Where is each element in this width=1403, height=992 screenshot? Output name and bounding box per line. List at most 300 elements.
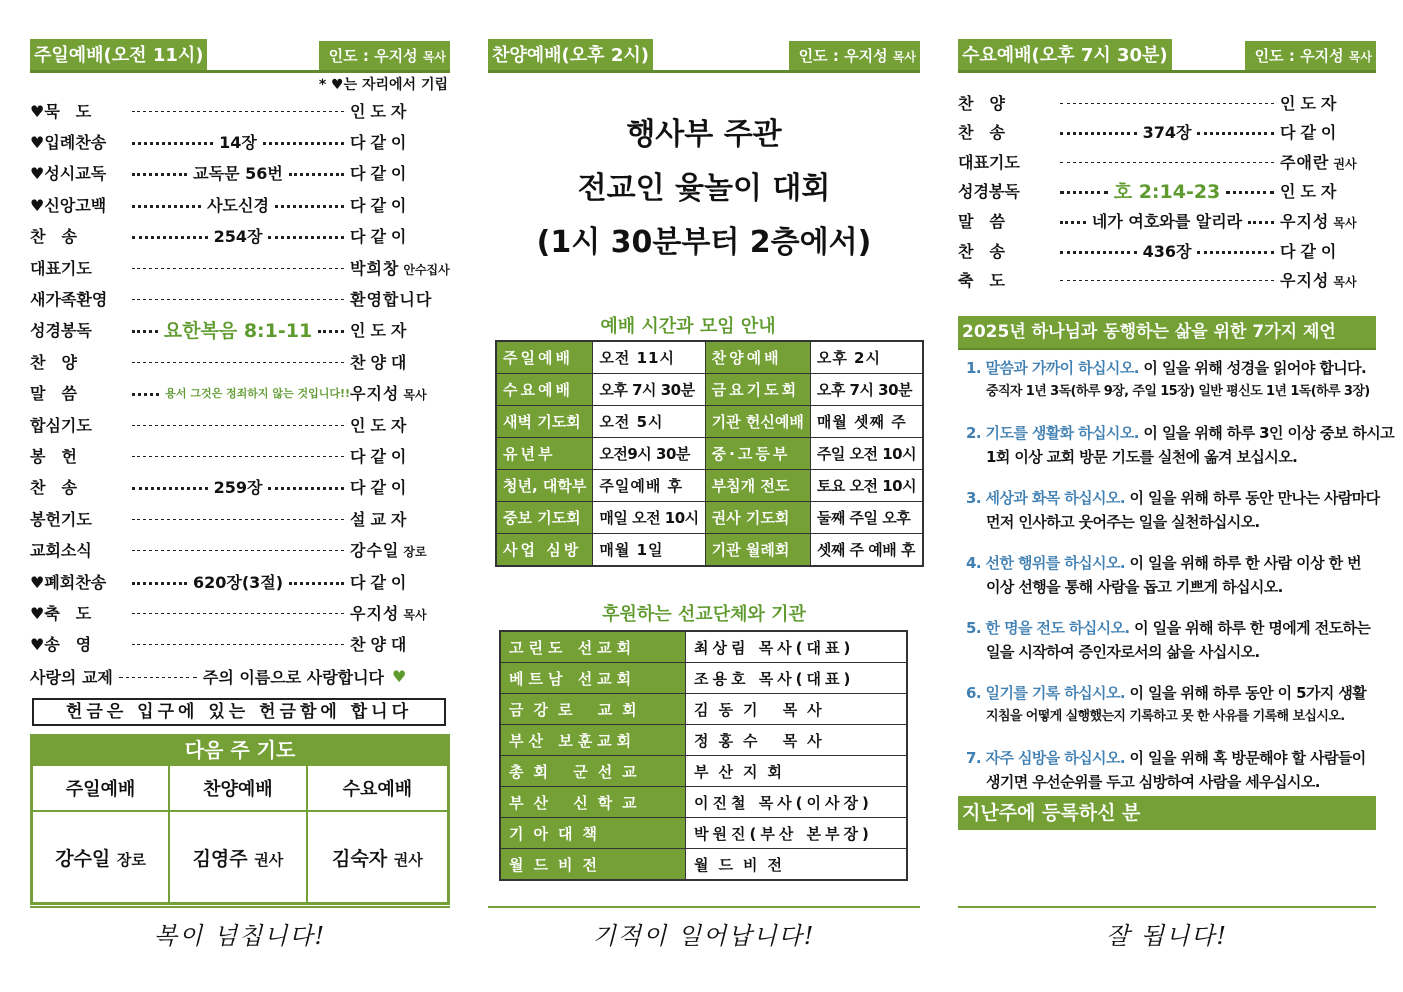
order-dots: [126, 475, 350, 498]
order-label: 찬 양: [958, 93, 1005, 113]
wednesday-service-leader: [1245, 41, 1376, 70]
dot-leader: [132, 173, 187, 176]
order-dots: [1054, 239, 1280, 262]
schedule-name: 청년, 대학부: [496, 470, 593, 502]
order-row: [30, 441, 450, 469]
registered-header: [958, 796, 1376, 830]
dot-leader: [132, 456, 344, 457]
prayer-title: 다음 주 기도: [30, 734, 450, 766]
order-row: [30, 96, 450, 124]
order-person: [1280, 268, 1376, 291]
order-person: [1280, 239, 1376, 262]
dot-leader: [132, 613, 344, 614]
schedule-row: [496, 534, 923, 567]
prayer-title-small: 권사: [254, 850, 284, 869]
proposal-text: 이 일을 위해 하루 한 사람 이상 한 번: [1124, 554, 1361, 572]
order-label: 말 씀: [958, 211, 1005, 231]
support-table: [499, 630, 908, 881]
support-row: [500, 787, 907, 818]
schedule-row: [496, 438, 923, 470]
schedule-name: 사업 심방: [496, 534, 593, 567]
prayer-title-small: 권사: [393, 850, 423, 869]
order-dots: [126, 548, 350, 551]
schedule-name: 권사 기도회: [705, 502, 810, 534]
praise-service-title: 찬양예배(오후 2시): [488, 39, 653, 70]
proposal-text: 이 일을 위해 혹 방문해야 할 사람들이: [1124, 749, 1366, 767]
proposal-heading: 1. 말씀과 가까이 하십시오.: [966, 359, 1139, 377]
support-row: [500, 849, 907, 881]
schedule-row: [496, 406, 923, 438]
sunday-service-column: [30, 38, 450, 908]
proposal-item: [966, 616, 1376, 664]
support-row: [500, 631, 907, 663]
order-person-title: 안수집사: [403, 262, 450, 277]
order-label: 찬 양: [30, 352, 77, 372]
order-dots: [1054, 101, 1280, 104]
right-footer-line: [958, 906, 1376, 908]
schedule-time: 매일 오전 10시: [593, 502, 705, 534]
order-person-name: 우지성: [1280, 211, 1330, 231]
order-dots: [126, 316, 350, 343]
order-person-name: 환영합니다: [350, 289, 433, 309]
schedule-row: [496, 374, 923, 406]
order-person-name: 찬양대: [350, 635, 412, 655]
dot-leader: [318, 330, 344, 333]
schedule-name: 새벽 기도회: [496, 406, 593, 438]
order-person-name: 강수일: [350, 541, 400, 561]
order-dots: [1054, 120, 1280, 143]
proposal-header: [958, 316, 1376, 350]
order-person-name: 박희창: [350, 258, 400, 278]
order-person: [1280, 91, 1376, 114]
schedule-time: 매월 1일: [593, 534, 705, 567]
proposal-detail: 이상 선행을 통해 사람을 돕고 기쁘게 하십시오.: [986, 578, 1283, 596]
sunday-service-leader: [319, 41, 450, 70]
order-person: [350, 507, 450, 530]
dot-leader: [1060, 103, 1274, 104]
order-row: [30, 630, 450, 658]
schedule-time: 주일 오전 10시: [810, 438, 923, 470]
order-dots: [126, 517, 350, 520]
order-label: 봉 헌: [30, 446, 77, 466]
praise-service-header: [488, 38, 920, 73]
order-person-title: 목사: [1333, 275, 1357, 290]
prayer-name-row: [32, 811, 449, 904]
proposal-line: [966, 616, 1376, 640]
schedule-time: 셋째 주 예배 후: [810, 534, 923, 567]
order-person-name: 다같이: [1280, 241, 1342, 261]
order-dots: [1054, 177, 1280, 204]
schedule-time: 오후 7시 30분: [593, 374, 705, 406]
order-row: [30, 316, 450, 344]
order-detail: 436장: [1142, 241, 1192, 261]
schedule-time: 주일예배 후: [593, 470, 705, 502]
standing-note: * ♥는 자리에서 기립: [318, 77, 448, 93]
dot-leader: [132, 393, 159, 396]
order-person: [350, 601, 450, 624]
order-label: 대표기도: [30, 258, 92, 278]
proposal-heading: 2. 기도를 생활화 하십시오.: [966, 424, 1139, 442]
leader-title: 목사: [422, 50, 446, 64]
dot-leader: [268, 236, 344, 239]
order-dots: [126, 611, 350, 614]
prayer-name: 강수일: [55, 847, 111, 870]
dot-leader: [132, 142, 213, 145]
wednesday-service-header: [958, 38, 1376, 73]
order-person: [1280, 120, 1376, 143]
dot-leader: [132, 299, 344, 300]
prayer-col-praise: 찬양예배: [169, 766, 307, 811]
order-person-name: 다같이: [350, 572, 412, 592]
leader-title: 목사: [892, 50, 916, 64]
order-detail: 용서 그것은 정죄하지 않는 것입니다!!: [165, 386, 350, 400]
order-row: [30, 347, 450, 375]
order-label: 축 도: [958, 271, 1005, 291]
support-contact: 조용호 목사(대표): [686, 663, 908, 694]
order-person: [1280, 179, 1376, 202]
order-dots: [1054, 209, 1280, 232]
order-person-name: 다같이: [350, 446, 412, 466]
order-person: [350, 99, 450, 122]
order-label: 말 씀: [30, 384, 77, 404]
leader-text: 인도 : 우지성: [328, 47, 418, 65]
order-person: [350, 318, 450, 341]
support-contact: 정홍수 목사: [686, 725, 908, 756]
proposal-text: 이 일을 위해 하루 동안 만나는 사람마다: [1124, 489, 1380, 507]
order-dots: [126, 385, 350, 401]
event-line-3: (1시 30분부터 2층에서): [536, 225, 872, 260]
schedule-row: [496, 502, 923, 534]
dot-leader: [1226, 191, 1274, 194]
order-detail: 620장(3절): [192, 572, 284, 592]
order-label: 찬 송: [30, 478, 77, 498]
order-dots: [126, 161, 350, 184]
proposal-line: [966, 356, 1376, 380]
schedule-time: 오후 7시 30분: [810, 374, 923, 406]
proposal-heading: 3. 세상과 화목 하십시오.: [966, 489, 1125, 507]
support-contact: 월드비전: [686, 849, 908, 881]
schedule-name: 기관 헌신예배: [705, 406, 810, 438]
order-person: [350, 350, 450, 373]
order-person-title: 목사: [1333, 215, 1357, 230]
order-person-name: 인도자: [1280, 93, 1342, 113]
order-dots: [126, 130, 350, 153]
support-org: 기아대책: [500, 818, 686, 849]
order-person-name: 설교자: [350, 509, 412, 529]
proposal-heading: 5. 한 명을 전도 하십시오.: [966, 619, 1130, 637]
order-detail: 네가 여호와를 알리라: [1091, 211, 1243, 231]
order-dots: [1054, 160, 1280, 163]
support-row: [500, 725, 907, 756]
order-row: [30, 598, 450, 626]
order-label: ♥송 영: [30, 635, 92, 655]
order-person-name: 주애란: [1280, 152, 1330, 172]
prayer-col-wednesday: 수요예배: [307, 766, 449, 811]
left-footer-text: 복이 넘칩니다!: [153, 922, 327, 950]
order-person-name: 인도자: [1280, 182, 1342, 202]
schedule-name: 부침개 전도: [705, 470, 810, 502]
order-label: 찬 송: [958, 241, 1005, 261]
dot-leader: [132, 425, 344, 426]
schedule-time: 둘째 주일 오후: [810, 502, 923, 534]
order-person-name: 인도자: [350, 321, 412, 341]
order-person: [1280, 150, 1376, 173]
dot-leader: [132, 205, 201, 208]
order-person-title: 권사: [1333, 156, 1357, 171]
dot-leader: [268, 487, 344, 490]
dot-leader: [1197, 132, 1274, 135]
proposal-text: 이 일을 위해 성경을 읽어야 합니다.: [1138, 359, 1367, 377]
order-row: [30, 379, 450, 407]
schedule-time: 매월 셋째 주: [810, 406, 923, 438]
order-dots: [126, 454, 350, 457]
dot-leader: [1060, 191, 1108, 194]
order-dots: [126, 642, 350, 645]
order-row: [30, 253, 450, 281]
proposal-item: [966, 486, 1380, 534]
order-person: [350, 161, 450, 184]
proposal-heading: 7. 자주 심방을 하십시오.: [966, 749, 1125, 767]
order-label: ♥축 도: [30, 603, 92, 623]
order-row: [30, 536, 450, 564]
sunday-service-header: [30, 38, 450, 73]
dot-leader: [132, 330, 158, 333]
order-person: [350, 570, 450, 593]
support-row: [500, 818, 907, 849]
dot-leader: [289, 582, 344, 585]
order-dots: [126, 224, 350, 247]
order-person: [350, 224, 450, 247]
dot-leader: [132, 487, 208, 490]
proposal-detail: 생기면 우선순위를 두고 심방하여 사람을 세우십시오.: [986, 773, 1320, 791]
order-detail: 14장: [219, 132, 257, 152]
dot-leader: [132, 550, 344, 551]
praise-service-column: [488, 38, 920, 908]
dot-leader: [1060, 162, 1274, 163]
proposal-detail: 지침을 어떻게 실행했는지 기록하고 못 한 사유를 기록해 보십시오.: [986, 709, 1345, 724]
order-row: [30, 567, 450, 595]
praise-service-leader: [789, 41, 920, 70]
order-person-name: 다같이: [350, 227, 412, 247]
dot-leader: [132, 268, 344, 269]
love-exchange-row: [30, 662, 450, 690]
order-label: ♥묵 도: [30, 101, 92, 121]
proposal-line: [966, 746, 1376, 770]
schedule-name: 중보 기도회: [496, 502, 593, 534]
order-person-name: 찬양대: [350, 352, 412, 372]
order-person: [1280, 209, 1376, 232]
middle-footer-text: 기적이 일어납니다!: [592, 922, 816, 950]
schedule-name: 수요예배: [496, 374, 593, 406]
order-person-name: 다같이: [350, 164, 412, 184]
order-label: 합심기도: [30, 415, 92, 435]
schedule-name: 금요기도회: [705, 374, 810, 406]
order-row: [958, 266, 1376, 294]
schedule-row: [496, 341, 923, 374]
order-detail: 호 2:14-23: [1113, 181, 1221, 204]
exchange-dots: [113, 675, 203, 678]
dot-leader: [275, 205, 344, 208]
dot-leader: [289, 173, 344, 176]
leader-text: 인도 : 우지성: [1254, 47, 1344, 65]
order-label: 찬 송: [958, 123, 1005, 143]
order-person-name: 우지성: [1280, 271, 1330, 291]
order-person: [350, 130, 450, 153]
order-person-name: 인도자: [350, 101, 412, 121]
support-org: 부산 신학교: [500, 787, 686, 818]
proposal-line: [966, 681, 1376, 705]
proposal-line: [966, 486, 1380, 510]
schedule-name: 기관 월례회: [705, 534, 810, 567]
next-week-prayer: [30, 734, 450, 905]
order-label: 성경봉독: [30, 321, 92, 341]
schedule-name: 찬양예배: [705, 341, 810, 374]
proposal-detail: 중직자 1년 3독(하루 9장, 주일 15장) 일반 평신도 1년 1독(하루 3장): [986, 384, 1370, 399]
schedule-name: 중·고등부: [705, 438, 810, 470]
order-row: [30, 410, 450, 438]
prayer-table: [30, 766, 450, 905]
support-org: 총회 군선교: [500, 756, 686, 787]
order-person-name: 인도자: [350, 415, 412, 435]
order-dots: [126, 109, 350, 112]
exchange-label: 사랑의 교제: [30, 667, 113, 687]
order-label: ♥성시교독: [30, 164, 107, 184]
order-detail: 254장: [213, 227, 263, 247]
schedule-time: 오전 5시: [593, 406, 705, 438]
support-org: 베트남 선교회: [500, 663, 686, 694]
proposal-heading: 4. 선한 행위를 하십시오.: [966, 554, 1125, 572]
order-person-name: 다같이: [350, 478, 412, 498]
dot-leader: [1197, 251, 1274, 254]
schedule-time: 오전9시 30분: [593, 438, 705, 470]
order-label: ♥신앙고백: [30, 195, 107, 215]
order-label: 성경봉독: [958, 182, 1020, 202]
order-detail: 374장: [1142, 123, 1192, 143]
proposal-item: [966, 746, 1376, 794]
order-label: 봉헌기도: [30, 509, 92, 529]
order-detail: 요한복음 8:1-11: [163, 320, 313, 343]
dot-leader: [132, 236, 208, 239]
order-person: [350, 632, 450, 655]
order-dots: [126, 266, 350, 269]
order-row: [958, 147, 1376, 175]
middle-footer-line: [488, 906, 920, 908]
order-label: 찬 송: [30, 227, 77, 247]
prayer-name-2: [169, 811, 307, 904]
proposal-title: 2025년 하나님과 동행하는 삶을 위한 7가지 제언: [962, 322, 1336, 342]
order-row: [30, 504, 450, 532]
proposal-detail: 일을 시작하여 증인자로서의 삶을 사십시오.: [986, 643, 1260, 661]
prayer-name-3: [307, 811, 449, 904]
order-row: [958, 88, 1376, 116]
order-person: [350, 381, 450, 404]
order-person-name: 다같이: [1280, 123, 1342, 143]
order-person: [350, 287, 450, 310]
order-person: [350, 413, 450, 436]
proposal-line: [966, 421, 1394, 445]
proposal-detail: 먼저 인사하고 웃어주는 일을 실천하십시오.: [986, 513, 1260, 531]
left-footer-line: [30, 906, 450, 908]
schedule-table: [495, 340, 924, 567]
schedule-name: 주일예배: [496, 341, 593, 374]
event-line-2: 전교인 윷놀이 대회: [577, 171, 831, 206]
prayer-name: 김숙자: [332, 847, 388, 870]
proposal-item: [966, 551, 1376, 599]
prayer-name: 김영주: [192, 847, 248, 870]
order-detail: 교독문 56번: [193, 164, 283, 184]
dot-leader: [119, 677, 197, 678]
wednesday-service-title: 수요예배(오후 7시 30분): [958, 39, 1172, 70]
schedule-time: 오후 2시: [810, 341, 923, 374]
support-title: 후원하는 선교단체와 기관: [602, 604, 806, 625]
support-org: 금강로 교회: [500, 694, 686, 725]
schedule-time: 토요 오전 10시: [810, 470, 923, 502]
order-row: [30, 127, 450, 155]
dot-leader: [132, 362, 344, 363]
exchange-text: 주의 이름으로 사랑합니다: [202, 667, 385, 687]
order-dots: [126, 193, 350, 216]
leader-title: 목사: [1348, 50, 1372, 64]
prayer-name-1: [32, 811, 170, 904]
dot-leader: [1060, 221, 1086, 224]
support-row: [500, 694, 907, 725]
dot-leader: [132, 644, 344, 645]
schedule-time: 오전 11시: [593, 341, 705, 374]
schedule-title: 예배 시간과 모임 안내: [600, 316, 776, 337]
order-person: [350, 444, 450, 467]
proposal-text: 이 일을 위해 하루 3인 이상 중보 하시고: [1138, 424, 1394, 442]
order-person-title: 목사: [403, 607, 427, 622]
dot-leader: [132, 582, 187, 585]
order-row: [958, 177, 1376, 205]
order-person: [350, 193, 450, 216]
order-person-name: 우지성: [350, 384, 400, 404]
order-person: [350, 538, 450, 561]
dot-leader: [132, 519, 344, 520]
dot-leader: [132, 111, 344, 112]
support-org: 고린도 선교회: [500, 631, 686, 663]
order-person: [350, 475, 450, 498]
order-label: 대표기도: [958, 152, 1020, 172]
order-label: 교회소식: [30, 541, 92, 561]
order-row: [30, 159, 450, 187]
support-contact: 박원진(부산 본부장): [686, 818, 908, 849]
order-person: [350, 256, 450, 279]
sunday-service-title: 주일예배(오전 11시): [30, 39, 207, 70]
order-dots: [126, 360, 350, 363]
schedule-row: [496, 470, 923, 502]
order-label: ♥입례찬송: [30, 132, 107, 152]
order-person-name: 우지성: [350, 603, 400, 623]
order-label: ♥폐회찬송: [30, 572, 107, 592]
green-heart-icon: ♥: [392, 666, 407, 686]
event-line-1: 행사부 주관: [626, 117, 782, 152]
dot-leader: [263, 142, 344, 145]
order-row: [30, 284, 450, 312]
order-person-title: 목사: [403, 388, 427, 403]
wednesday-service-column: [958, 38, 1394, 908]
support-org: 부산 보훈교회: [500, 725, 686, 756]
dot-leader: [1060, 132, 1137, 135]
support-contact: 최상림 목사(대표): [686, 631, 908, 663]
leader-text: 인도 : 우지성: [798, 47, 888, 65]
order-row: [958, 206, 1376, 234]
support-row: [500, 663, 907, 694]
prayer-header-row: [32, 766, 449, 811]
event-announcement: [488, 108, 920, 270]
order-dots: [126, 297, 350, 300]
support-org: 월드비전: [500, 849, 686, 881]
